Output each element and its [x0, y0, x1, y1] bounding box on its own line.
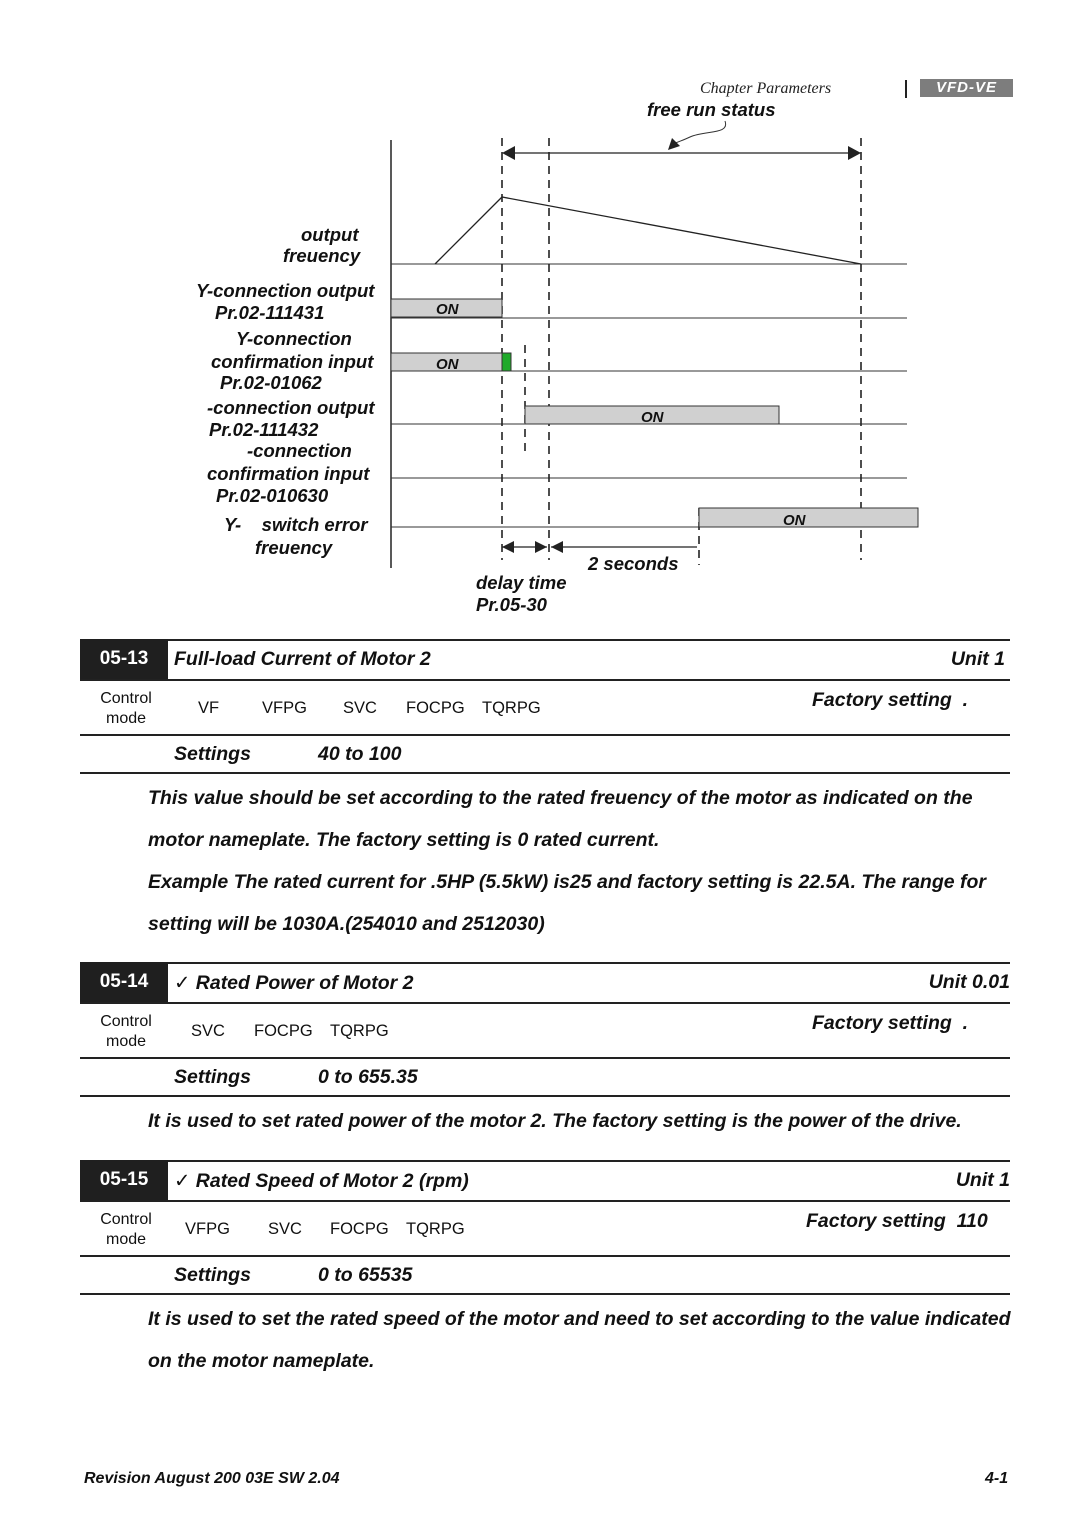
settings-label: Settings [174, 743, 251, 765]
mode-svc: SVC [343, 699, 377, 717]
mode-svc: SVC [268, 1220, 302, 1238]
d-conn-output-label: -connection output [207, 397, 375, 418]
on-bar-switch-error [699, 508, 918, 527]
mode-vfpg: VFPG [185, 1220, 230, 1238]
output-label: output [301, 224, 359, 245]
mode-svc: SVC [191, 1022, 225, 1040]
switch-error-frequency: freuency [255, 537, 333, 558]
switch-error-label: Y- switch error [224, 514, 368, 535]
d-conn-output-param: Pr.02-111432 [209, 419, 319, 440]
settings-value: 40 to 100 [318, 743, 402, 765]
param-05-13 [80, 639, 1010, 774]
mode-vfpg: VFPG [262, 699, 307, 717]
mode-focpg: FOCPG [406, 699, 465, 717]
param-name: ✓ Rated Power of Motor 2 [174, 972, 414, 994]
param-05-13-description: This value should be set according to the rated freuency of the motor as indicated on the motor nameplate. The factory setting is 0 rated current. Example The rated current for .5HP (5.5kW) is25 and factory setting is 22.5A. The range for setting will be 1030A.(254010 and 2512030) [148, 787, 987, 935]
mode-tqrpg: TQRPG [406, 1220, 465, 1238]
param-id: 05-15 [80, 1160, 168, 1200]
factory-setting: Factory setting . [812, 1012, 969, 1034]
param-05-15 [80, 1160, 1010, 1295]
edit-while-running-icon: ✓ [174, 1170, 191, 1192]
param-05-14 [80, 962, 1010, 1097]
output-frequency-curve [435, 197, 861, 264]
param-name: Full-load Current of Motor 2 [174, 648, 431, 670]
timing-diagram [0, 0, 1080, 640]
on-label-y-confirm: ON [436, 356, 459, 373]
param-id: 05-13 [80, 639, 168, 679]
mode-tqrpg: TQRPG [330, 1022, 389, 1040]
edit-while-running-icon: ✓ [174, 972, 191, 994]
settings-value: 0 to 655.35 [318, 1066, 418, 1088]
frequency-label: freuency [283, 245, 361, 266]
factory-setting: Factory setting . [812, 689, 969, 711]
control-mode-label: Control mode [100, 1211, 152, 1248]
free-run-pointer [672, 121, 726, 145]
arrow-head-left [502, 146, 515, 160]
free-run-pointer-head [668, 138, 680, 150]
param-unit: Unit 1 [950, 648, 1005, 670]
mode-focpg: FOCPG [330, 1220, 389, 1238]
param-05-14-description: It is used to set rated power of the motor 2. The factory setting is the power of the drive. [148, 1110, 962, 1132]
settings-value: 0 to 65535 [318, 1264, 413, 1286]
settings-label: Settings [174, 1264, 251, 1286]
mode-vf: VF [198, 699, 220, 717]
d-conn-confirm-label: -connection [247, 440, 352, 461]
footer-revision: Revision August 200 03E SW 2.04 [84, 1470, 340, 1487]
mode-focpg: FOCPG [254, 1022, 313, 1040]
y-conn-confirm-label: Y-connection [236, 328, 352, 349]
factory-setting: Factory setting 110 [806, 1210, 988, 1232]
delay-time-param: Pr.05-30 [476, 594, 547, 615]
d-conn-confirm-param: Pr.02-010630 [216, 485, 329, 506]
y-conn-output-label: Y-connection output [196, 280, 375, 301]
delay-arrow-right [535, 541, 547, 553]
param-unit: Unit 1 [955, 1169, 1010, 1191]
y-conn-confirm-label-2: confirmation input [211, 351, 374, 372]
on-label-d-output: ON [641, 409, 664, 426]
on-label-switch-error: ON [783, 512, 806, 529]
chapter-title: Chapter Parameters [700, 80, 832, 97]
two-seconds-label: 2 seconds [588, 553, 679, 574]
y-conn-output-param: Pr.02-111431 [215, 302, 325, 323]
control-mode-label: Control mode [100, 690, 152, 727]
param-05-15-description: It is used to set the rated speed of the motor and need to set according to the value indicated on the motor nameplate. [148, 1308, 1011, 1372]
settings-label: Settings [174, 1066, 251, 1088]
vfd-ve-logo: VFD-VE [920, 79, 1013, 97]
d-conn-confirm-label-2: confirmation input [207, 463, 370, 484]
footer-page-number: 4-1 [985, 1470, 1009, 1487]
on-label-y-output: ON [436, 301, 459, 318]
delay-arrow-left [502, 541, 514, 553]
green-marker [502, 353, 511, 371]
two-seconds-arrow-left [551, 541, 563, 553]
delay-time-label: delay time [476, 572, 567, 593]
param-id: 05-14 [80, 962, 168, 1002]
param-unit: Unit 0.01 [928, 971, 1010, 993]
control-mode-label: Control mode [100, 1013, 152, 1050]
param-name: ✓ Rated Speed of Motor 2 (rpm) [174, 1170, 469, 1192]
free-run-label: free run status [647, 99, 776, 120]
mode-tqrpg: TQRPG [482, 699, 541, 717]
y-conn-confirm-param: Pr.02-01062 [220, 372, 322, 393]
arrow-head-right [848, 146, 861, 160]
